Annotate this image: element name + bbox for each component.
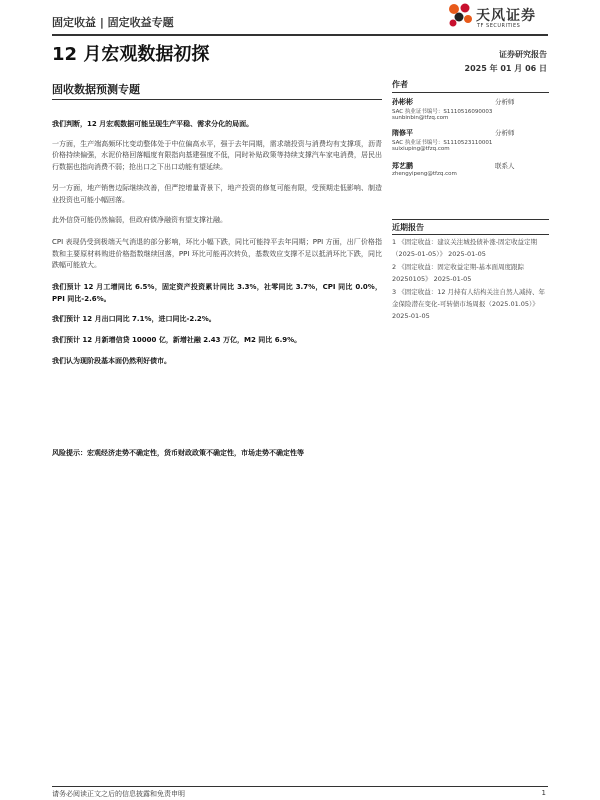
recent-report-item[interactable]: 3 《固定收益：12 月持有人结构关注自然人减持、年金保险潜在变化-可转债市场周报（2025.01.05）》 2025-01-05 [392,288,546,320]
report-date: 2025 年 01 月 06 日 [464,64,547,73]
author-sac: SAC 执业证书编号：S1110516090003 [392,109,493,115]
logo-mark-icon [446,2,474,30]
reports-divider [392,234,549,235]
forecast-production: 我们预计 12 月工增同比 6.5%，固定资产投资累计同比 3.3%，社零同比 3.7%，CPI 同比 0.0%，PPI 同比-2.6%。 [52,283,382,303]
author-card [392,97,549,123]
report-type: 证券研究报告 [499,50,547,59]
author-name: 郑艺鹏 [392,162,413,170]
author-name: 孙彬彬 [392,98,413,106]
footer-disclaimer: 请务必阅读正文之后的信息披露和免责申明 [52,790,185,798]
recent-reports-list [392,236,549,323]
company-logo [446,2,556,32]
author-role: 分析师 [495,129,515,137]
risk-warning: 风险提示：宏观经济走势不确定性，货币财政政策不确定性，市场走势不确定性等 [52,448,304,457]
header-divider [52,34,548,36]
recent-report-item[interactable]: 1 《固定收益：建议关注城投债补涨-固定收益定期（2025-01-05）》 2025-01-05 [392,238,538,258]
reports-heading: 近期报告 [392,223,424,232]
authors-heading: 作者 [392,80,408,89]
conclusion: 我们认为现阶段基本面仍然利好债市。 [52,356,171,365]
author-email[interactable]: suixiuping@tfzq.com [392,146,450,152]
paragraph-property: 另一方面，地产销售边际继续改善，但严控增量背景下，地产投资的修复可能有限，受预期走低影响、制造业投资也可能小幅回落。 [52,183,382,204]
header-category: 固定收益 | 固定收益专题 [52,16,174,29]
author-sac: SAC 执业证书编号：S1110523110001 [392,140,493,146]
author-name: 隋修平 [392,129,413,137]
summary-judgement: 我们判断，12 月宏观数据可能呈现生产平稳、需求分化的局面。 [52,120,254,128]
author-role: 分析师 [495,98,515,106]
author-email[interactable]: sunbinbin@tfzq.com [392,115,449,121]
logo-text-en: TF SECURITIES [477,23,521,29]
forecast-credit: 我们预计 12 月新增信贷 10000 亿，新增社融 2.43 万亿，M2 同比 6.9%。 [52,336,302,345]
author-card [392,161,549,181]
author-card [392,128,549,154]
footer-divider [52,786,548,787]
reports-top-divider [392,219,549,220]
logo-text-cn: 天风证券 [476,8,536,24]
authors-divider [392,92,549,93]
report-title: 12 月宏观数据初探 [52,44,210,65]
forecast-trade: 我们预计 12 月出口同比 7.1%，进口同比-2.2%。 [52,315,216,324]
author-email[interactable]: zhengyipeng@tfzq.com [392,171,457,177]
paragraph-credit: 此外信贷可能仍然偏弱，但政府债净融资有望支撑社融。 [52,216,227,225]
report-subtitle: 固收数据预测专题 [52,83,140,96]
report-body [52,119,382,459]
author-role: 联系人 [495,162,515,170]
recent-report-item[interactable]: 2 《固定收益：固定收益定期-基本面周度跟踪 20250105》 2025-01-05 [392,263,525,283]
paragraph-supply-demand: 一方面，生产端高频环比变动整体处于中位偏高水平，强于去年同期，需求端投资与消费均有支撑项，沥青价格持续偏强，水泥价格回落幅度有限指向基建强度不低，同时补贴政策等持续支撑汽车家电消费，居民出行数据也指向消费不弱；抢出口之下出口动能有望延续。 [52,139,382,172]
paragraph-prices: CPI 表现仍受到极端天气消退的部分影响，环比小幅下跌，同比可能持平去年同期；PPI 方面，出厂价格指数和主要原材料购进价格指数继续回落，PPI 环比可能再次转负，基数效应支撑不足以抵消环比下跌，同比跌幅可能放大。 [52,237,382,270]
page-number: 1 [541,789,546,797]
subtitle-divider [52,99,382,100]
